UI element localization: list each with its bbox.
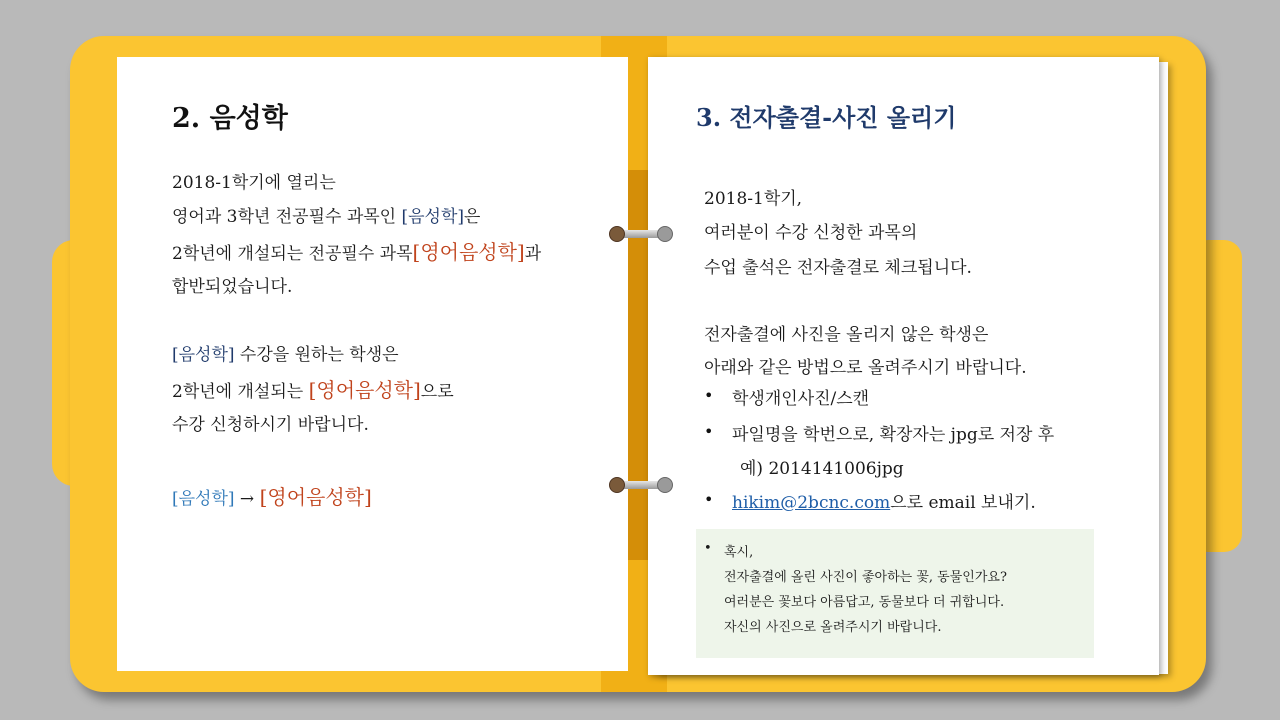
binder-ring-upper-icon [609, 226, 673, 242]
right-p1-line3: 수업 출석은 전자출결로 체크됩니다. [704, 258, 972, 278]
bullet-icon: • [704, 386, 714, 405]
left-p1-line3: 2학년에 개설되는 전공필수 과목[영어음성학]과 [172, 240, 542, 264]
left-p1-line2: 영어과 3학년 전공필수 과목인 [음성학]은 [172, 207, 481, 227]
left-p2-line2: 2학년에 개설되는 [영어음성학]으로 [172, 378, 454, 402]
english-phonetics-tag: [영어음성학] [412, 240, 525, 264]
left-p1-line4: 합반되었습니다. [172, 277, 293, 297]
callout-line4: 자신의 사진으로 올려주시기 바랍니다. [724, 620, 942, 635]
bullet-icon: • [704, 422, 714, 441]
callout-bullet-icon: • [704, 541, 712, 556]
right-p1-line2: 여러분이 수강 신청한 과목의 [704, 223, 918, 243]
right-p2-line1: 전자출결에 사진을 올리지 않은 학생은 [704, 325, 989, 345]
email-link[interactable]: hikim@2bcnc.com [732, 493, 891, 513]
callout-line1: 혹시, [724, 545, 754, 560]
callout-line3: 여러분은 꽃보다 아름답고, 동물보다 더 귀합니다. [724, 595, 1005, 610]
left-p2-line3: 수강 신청하시기 바랍니다. [172, 415, 369, 435]
left-p3-mapping: [음성학] → [영어음성학] [172, 485, 372, 509]
right-bullet-1: 학생개인사진/스캔 [732, 389, 870, 409]
left-p1-line1: 2018-1학기에 열리는 [172, 173, 336, 193]
callout-line2: 전자출결에 올린 사진이 좋아하는 꽃, 동물인가요? [724, 570, 1007, 585]
right-page-title: 3. 전자출결-사진 올리기 [696, 103, 957, 132]
bullet-icon: • [704, 490, 714, 509]
binder-ring-lower-icon [609, 477, 673, 493]
left-page-title: 2. 음성학 [172, 103, 288, 134]
right-bullet-2-example: 예) 2014141006jpg [740, 459, 904, 479]
right-p2-line2: 아래와 같은 방법으로 올려주시기 바랍니다. [704, 358, 1027, 378]
arrow-icon: → [234, 489, 260, 509]
right-bullet-2: 파일명을 학번으로, 확장자는 jpg로 저장 후 [732, 425, 1055, 445]
right-p1-line1: 2018-1학기, [704, 189, 803, 209]
right-bullet-3: hikim@2bcnc.com으로 email 보내기. [732, 493, 1036, 513]
left-p2-line1: [음성학] 수강을 원하는 학생은 [172, 345, 399, 365]
callout-box [696, 529, 1094, 658]
phonetics-tag: [음성학] [401, 207, 465, 227]
